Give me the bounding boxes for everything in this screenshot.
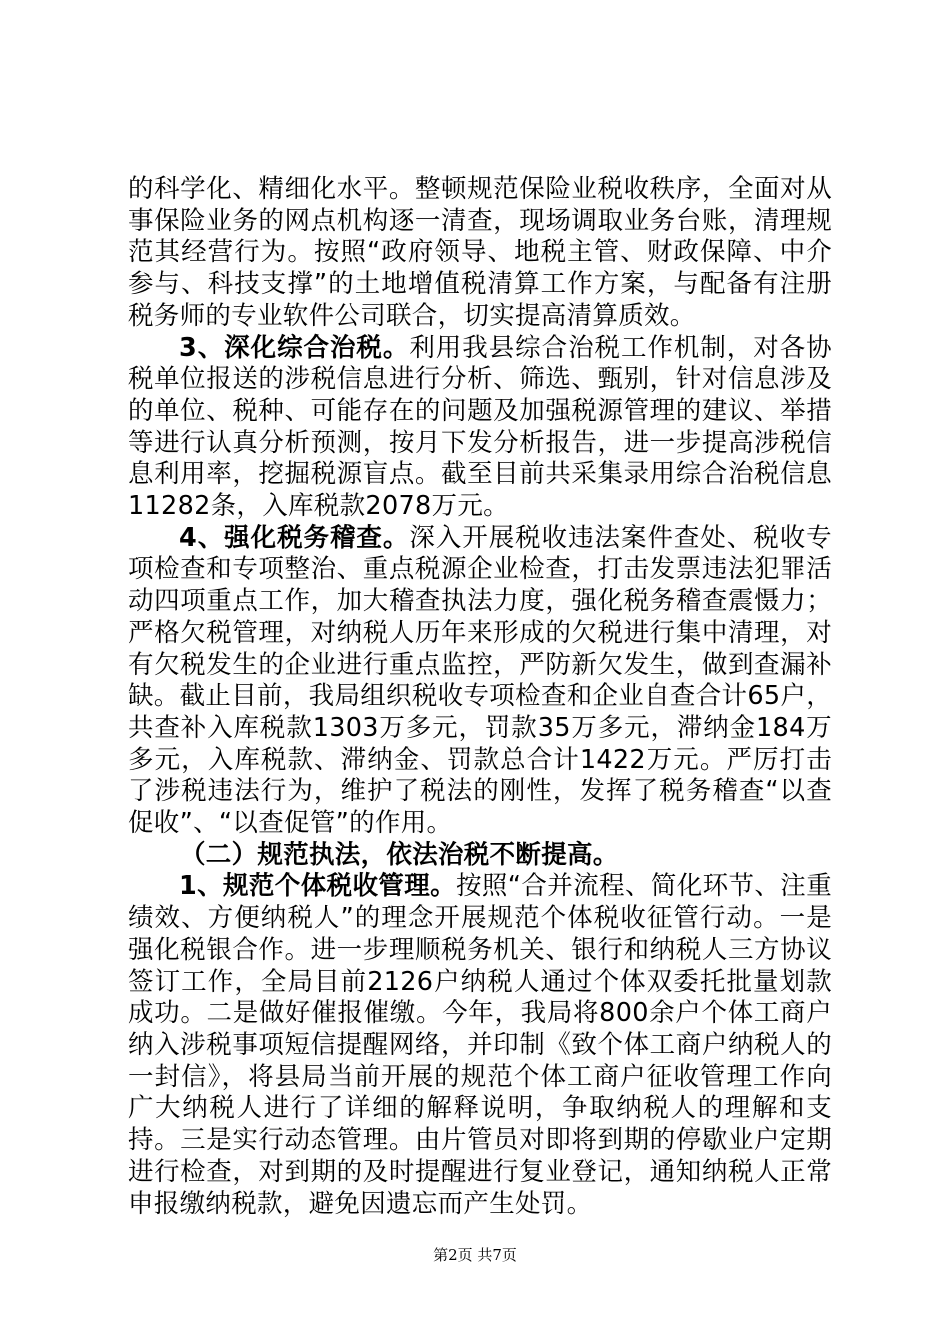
paragraph-text: 的科学化、精细化水平。整顿规范保险业税收秩序，全面对从事保险业务的网点机构逐一清查，现场调取业务台账，清理规范其经营行为。按照“政府领导、地税主管、财政保障、中介参与、科技支撑”的土地增值税清算工作方案，与配备有注册税务师的专业软件公司联合，切实提高清算质效。 <box>128 174 832 331</box>
section-heading: （二）规范执法，依法治税不断提高。 <box>180 839 619 870</box>
page-number-footer: 第2页 共7页 <box>433 1246 517 1264</box>
paragraph-lead: 3、深化综合治税。 <box>179 332 410 363</box>
paragraph-tax-inspection <box>128 523 832 840</box>
paragraph-lead: 4、强化税务稽查。 <box>179 522 410 553</box>
paragraph-text: 深入开展税收违法案件查处、税收专项检查和专项整治、重点税源企业检查，打击发票违法犯罪活动四项重点工作，加大稽查执法力度，强化税务稽查震慑力；严格欠税管理，对纳税人历年来形成的欠税进行集中清理，对有欠税发生的企业进行重点监控，严防新欠发生，做到查漏补缺。截止目前，我局组织税收专项检查和企业自查合计65户，共查补入库税款1303万多元，罚款35万多元，滞纳金184万多元，入库税款、滞纳金、罚款总合计1422万元。严厉打击了涉税违法行为，维护了税法的刚性，发挥了税务稽查“以查促收”、“以查促管”的作用。 <box>128 522 832 839</box>
paragraph-individual-tax <box>128 871 832 1220</box>
paragraph-continued <box>128 174 832 333</box>
paragraph-text: 按照“合并流程、简化环节、注重绩效、方便纳税人”的理念开展规范个体税收征管行动。一是强化税银合作。进一步理顺税务机关、银行和纳税人三方协议签订工作，全局目前2126户纳税人通过个体双委托批量划款成功。二是做好催报催缴。今年，我局将800余户个体工商户纳入涉税事项短信提醒网络，并印制《致个体工商户纳税人的一封信》，将县局当前开展的规范个体工商户征收管理工作向广大纳税人进行了详细的解释说明，争取纳税人的理解和支持。三是实行动态管理。由片管员对即将到期的停歇业户定期进行检查，对到期的及时提醒进行复业登记，通知纳税人正常申报缴纳税款，避免因遗忘而产生处罚。 <box>128 871 832 1219</box>
paragraph-text: 利用我县综合治税工作机制，对各协税单位报送的涉税信息进行分析、筛选、甄别，针对信息涉及的单位、税种、可能存在的问题及加强税源管理的建议、举措等进行认真分析预测，按月下发分析报告，进一步提高涉税信息利用率，挖掘税源盲点。截至目前共采集录用综合治税信息11282条，入库税款2078万元。 <box>128 332 832 522</box>
paragraph-lead: 1、规范个体税收管理。 <box>179 871 457 902</box>
paragraph-comprehensive-tax <box>128 333 832 523</box>
document-body <box>128 174 832 1220</box>
